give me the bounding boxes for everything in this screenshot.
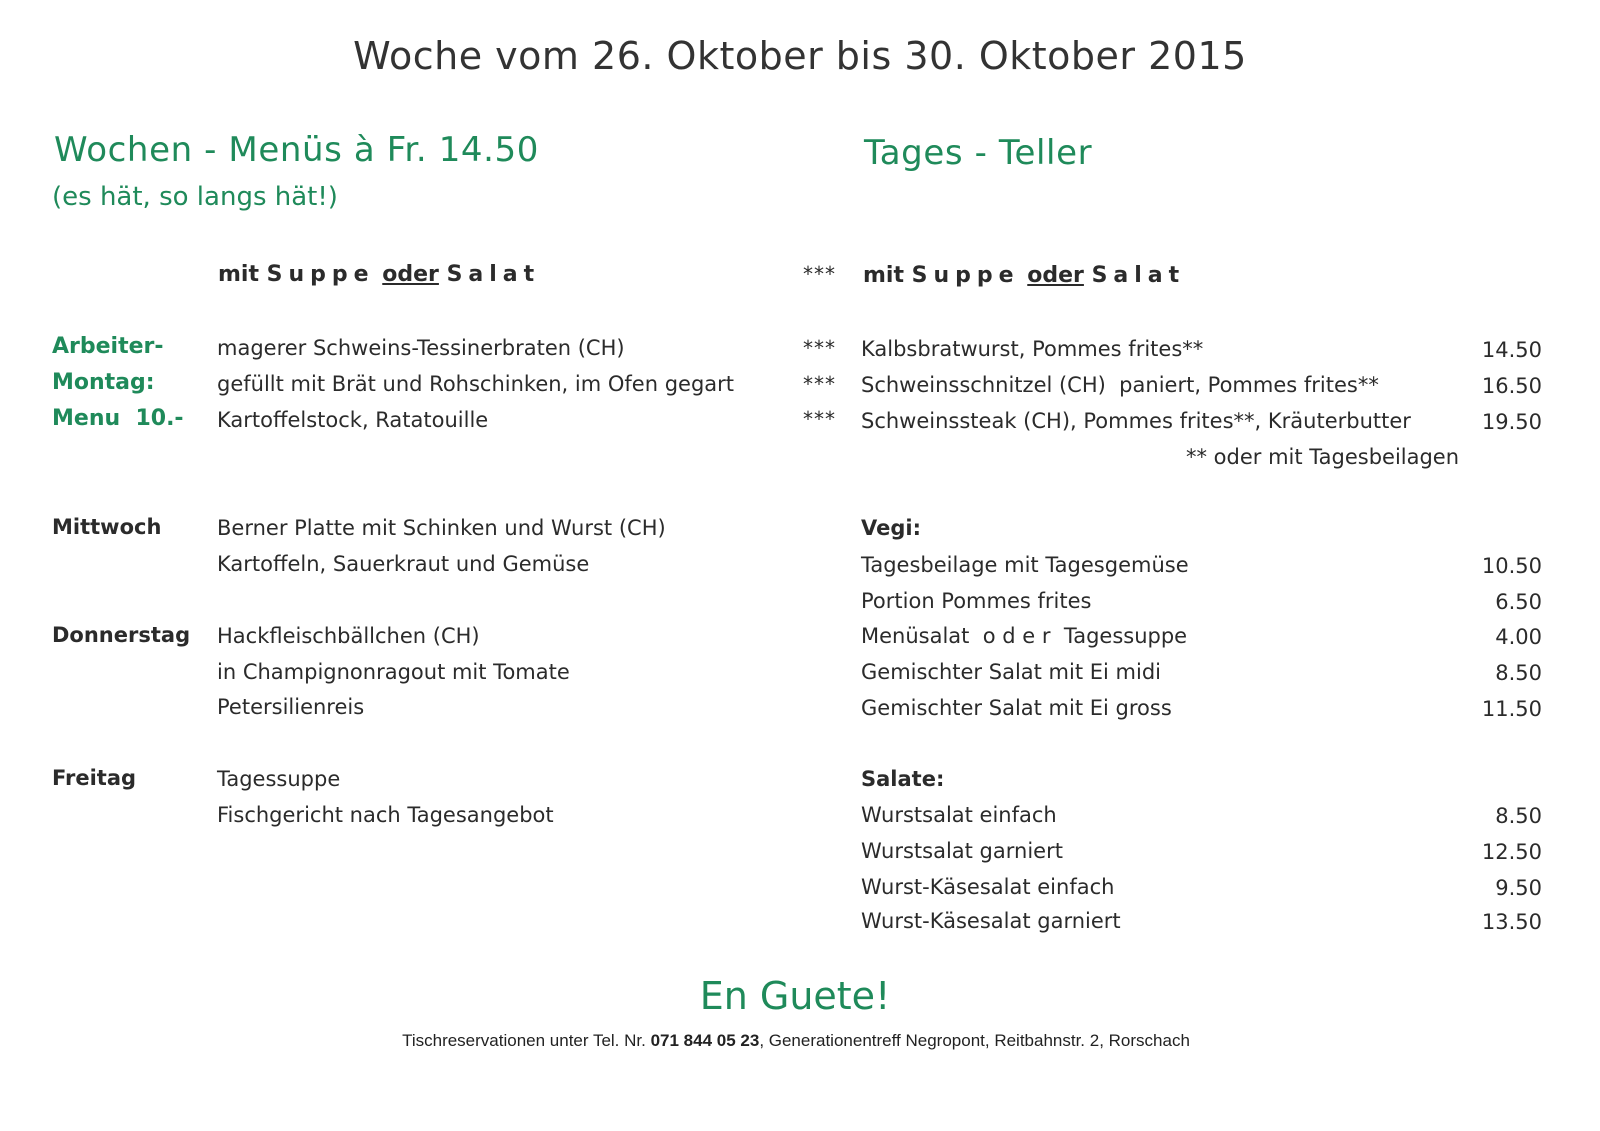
vegi-item-1: Tagesbeilage mit Tagesgemüse — [861, 553, 1189, 577]
left-soup: Suppe — [266, 262, 375, 287]
thursday-item-1: Hackfleischbällchen (CH) — [217, 624, 480, 648]
stars-header: *** — [803, 262, 836, 286]
left-salad: Salat — [446, 262, 541, 287]
reservation-suffix: , Generationentreff Negropont, Reitbahnstr. 2, Rorschach — [759, 1031, 1190, 1050]
side-dish-note: ** oder mit Tagesbeilagen — [1186, 445, 1460, 469]
daily-plate-price-1: 14.50 — [1481, 338, 1542, 362]
thursday-item-2: in Champignonragout mit Tomate — [217, 660, 570, 684]
right-salad: Salat — [1091, 263, 1186, 288]
right-with-prefix: mit — [863, 263, 904, 288]
monday-item-2: gefüllt mit Brät und Rohschinken, im Ofen gegart — [217, 372, 735, 396]
monday-item-1: magerer Schweins-Tessinerbraten (CH) — [217, 336, 625, 360]
daily-plate-price-2: 16.50 — [1481, 374, 1542, 398]
right-soup: Suppe — [911, 263, 1020, 288]
vegi-heading: Vegi: — [861, 516, 921, 540]
salad-item-3: Wurst-Käsesalat einfach — [861, 875, 1115, 899]
weekly-menu-heading: Wochen - Menüs à Fr. 14.50 — [54, 130, 540, 170]
vegi-item-2: Portion Pommes frites — [861, 589, 1092, 613]
salads-heading: Salate: — [861, 767, 945, 791]
friday-item-2: Fischgericht nach Tagesangebot — [217, 803, 554, 827]
day-label-friday: Freitag — [52, 766, 137, 790]
daily-plate-item-1: Kalbsbratwurst, Pommes frites** — [861, 337, 1204, 361]
vegi-item-5: Gemischter Salat mit Ei gross — [861, 696, 1172, 720]
daily-plate-heading: Tages - Teller — [864, 133, 1093, 173]
vegi-price-2: 6.50 — [1495, 590, 1542, 614]
stars-row-2: *** — [803, 372, 836, 396]
reservation-phone: 071 844 05 23 — [650, 1031, 760, 1050]
left-with-prefix: mit — [218, 262, 259, 287]
day-label-thursday: Donnerstag — [52, 623, 191, 647]
friday-item-1: Tagessuppe — [217, 767, 341, 791]
left-soup-or-salad-line — [218, 262, 540, 287]
salad-item-2: Wurstsalat garniert — [861, 839, 1063, 863]
wednesday-item-2: Kartoffeln, Sauerkraut und Gemüse — [217, 552, 590, 576]
salad-item-1: Wurstsalat einfach — [861, 803, 1057, 827]
daily-plate-price-3: 19.50 — [1481, 410, 1542, 434]
salad-price-4: 13.50 — [1481, 910, 1542, 934]
page-title: Woche vom 26. Oktober bis 30. Oktober 2015 — [353, 34, 1247, 78]
day-label-wednesday: Mittwoch — [52, 515, 162, 539]
monday-item-3: Kartoffelstock, Ratatouille — [217, 408, 489, 432]
salad-price-3: 9.50 — [1495, 876, 1542, 900]
salad-price-1: 8.50 — [1495, 804, 1542, 828]
vegi-price-3: 4.00 — [1495, 625, 1542, 649]
greeting: En Guete! — [699, 974, 891, 1018]
stars-row-1: *** — [803, 336, 836, 360]
right-or: oder — [1027, 263, 1084, 288]
daily-plate-item-2: Schweinsschnitzel (CH) paniert, Pommes frites** — [861, 373, 1379, 397]
weekly-menu-subheading: (es hät, so langs hät!) — [52, 182, 338, 212]
salad-item-4: Wurst-Käsesalat garniert — [861, 909, 1121, 933]
vegi-item-3: Menüsalat o d e r Tagessuppe — [861, 624, 1188, 648]
day-label-monday-line-2: Montag: — [52, 370, 155, 395]
thursday-item-3: Petersilienreis — [217, 695, 365, 719]
daily-plate-item-3: Schweinssteak (CH), Pommes frites**, Kräuterbutter — [861, 409, 1411, 433]
left-or: oder — [382, 262, 439, 287]
vegi-price-4: 8.50 — [1495, 661, 1542, 685]
vegi-item-4: Gemischter Salat mit Ei midi — [861, 660, 1161, 684]
stars-row-3: *** — [803, 407, 836, 431]
reservation-line — [0, 1031, 1600, 1051]
day-label-monday-line-3: Menu 10.- — [52, 406, 184, 431]
wednesday-item-1: Berner Platte mit Schinken und Wurst (CH) — [217, 516, 666, 540]
vegi-price-5: 11.50 — [1481, 697, 1542, 721]
vegi-price-1: 10.50 — [1481, 554, 1542, 578]
right-soup-or-salad-line — [863, 263, 1185, 288]
day-label-monday-line-1: Arbeiter- — [52, 334, 164, 359]
reservation-prefix: Tischreservationen unter Tel. Nr. — [402, 1031, 646, 1050]
salad-price-2: 12.50 — [1481, 840, 1542, 864]
